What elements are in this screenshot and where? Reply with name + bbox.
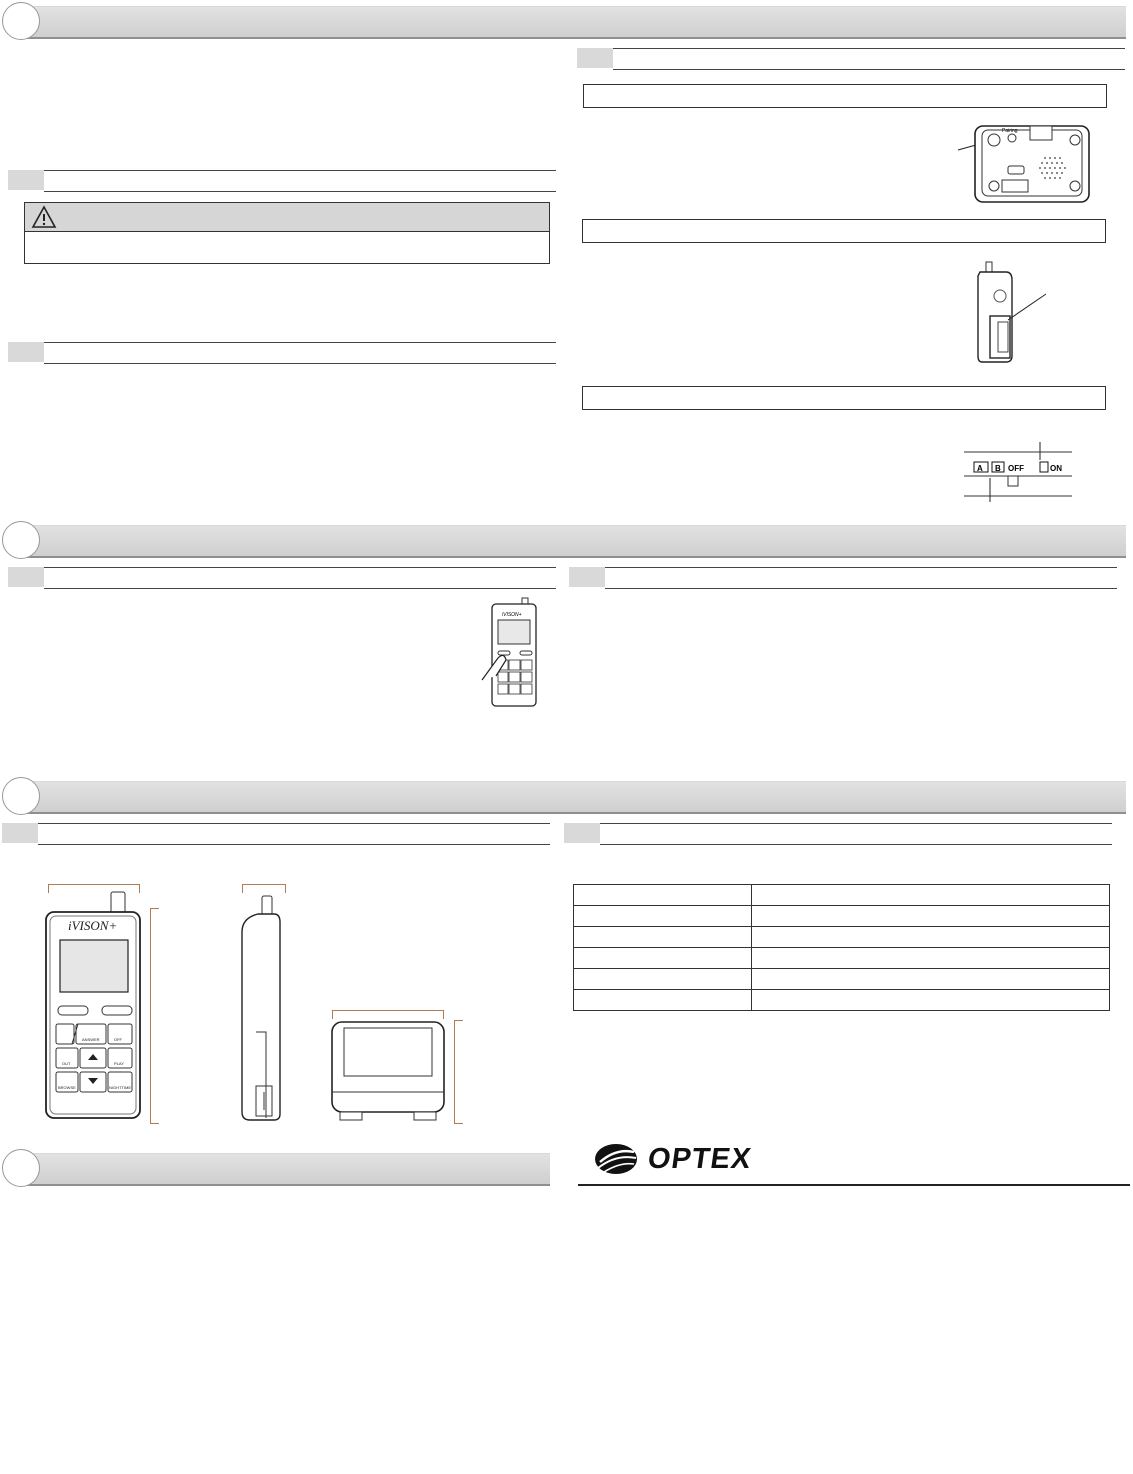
spec-cell [574,969,752,990]
section-3-banner [22,781,1126,814]
spec-cell [752,927,1110,948]
small-brand-mark: iVISON+ [502,612,522,618]
base-illustration [328,1018,448,1124]
switch-b-label: B [995,464,1001,473]
spec-cell [752,885,1110,906]
base-height-dimension-line [454,1020,463,1124]
table-row [574,948,1110,969]
answer-button-label: ANSWER [82,1037,100,1042]
table-row [574,927,1110,948]
table-row [574,990,1110,1011]
handset-side-illustration [236,892,286,1124]
switch-illustration [962,440,1077,504]
spec-cell [574,948,752,969]
optex-emblem-icon [594,1142,638,1176]
table-row [574,906,1110,927]
spec-cell [752,906,1110,927]
step-box-1 [583,84,1107,108]
section-2-number-circle [2,521,40,559]
switch-a-label: A [977,464,983,473]
subsection-header-1-2 [8,342,556,364]
handset-front-illustration [44,890,144,1122]
spec-cell [752,969,1110,990]
subsection-header-1-1 [8,170,556,192]
spec-cell [574,927,752,948]
spec-cell [574,990,752,1011]
section-1-banner [22,6,1126,39]
logo-underline [578,1184,1130,1186]
browse-button-label: BROWSE [58,1085,76,1090]
section-4-number-circle [2,1149,40,1187]
subsection-header-2-1 [8,567,556,589]
subsection-header-2-2 [569,567,1117,589]
nighttime-button-label: NIGHTTIME [109,1085,131,1090]
play-button-label: PLAY [114,1061,124,1066]
handset-finger-illustration [478,596,540,708]
warning-icon [31,205,57,229]
section-1-number-circle [2,2,40,40]
step-box-3 [582,386,1106,410]
spec-table [573,884,1110,1011]
off-button-label: OFF [114,1037,122,1042]
table-row [574,969,1110,990]
subsection-header-3-2 [564,823,1112,845]
switch-off-label: OFF [1008,464,1024,473]
base-rear-illustration [950,120,1095,210]
warning-box [24,202,550,264]
brand-mark: iVISON+ [68,918,118,933]
section-3-number-circle [2,777,40,815]
spec-cell [752,948,1110,969]
subsection-header-3-1 [2,823,550,845]
optex-wordmark: OPTEX [645,1143,754,1175]
spec-cell [574,885,752,906]
optex-logo [594,1142,774,1176]
table-row [574,885,1110,906]
spec-cell [752,990,1110,1011]
handset-height-dimension-line [150,908,159,1124]
out-button-label: OUT [62,1061,71,1066]
pairing-label: Pairing [1002,128,1018,134]
subsection-header-1-3 [577,48,1125,70]
handset-side-battery-illustration [970,258,1055,368]
spec-cell [574,906,752,927]
step-box-2 [582,219,1106,243]
section-2-banner [22,525,1126,558]
switch-on-label: ON [1050,464,1062,473]
section-4-banner [22,1153,550,1186]
